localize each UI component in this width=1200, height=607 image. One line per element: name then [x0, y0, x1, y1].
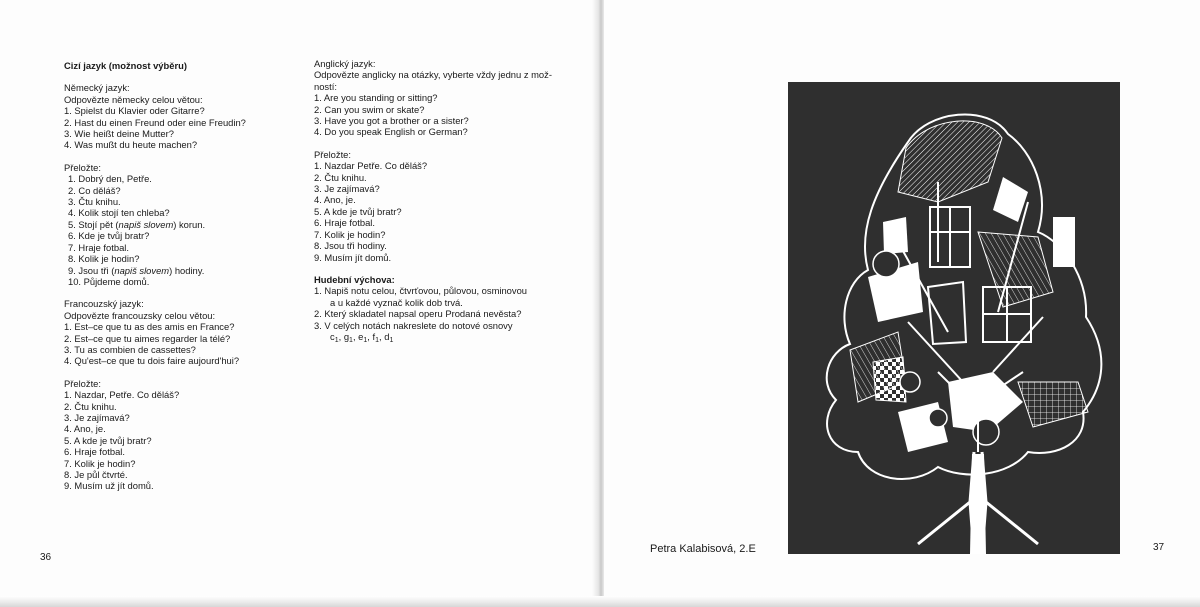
- french-question: 2. Est–ce que tu aimes regarder la télé?: [64, 332, 231, 344]
- english-translate-item: 3. Je zajímavá?: [314, 183, 380, 195]
- german-instruction: Odpovězte německy celou větou:: [64, 93, 203, 105]
- english-heading: Anglický jazyk:: [314, 58, 376, 69]
- music-notes: $c_1$, $g_1$, $e_1$, $f_1$, $d_1$: [330, 330, 394, 344]
- german-translate-item: 10. Půjdeme domů.: [68, 275, 150, 287]
- page-number-right: 37: [1153, 542, 1165, 553]
- music-note-e: $e_1$: [358, 330, 368, 344]
- german-question-list: [64, 105, 294, 151]
- english-question: 3. Have you got a brother or a sister?: [314, 115, 469, 127]
- english-translate-list: [314, 160, 564, 263]
- french-question: 3. Tu as combien de cassettes?: [64, 343, 196, 355]
- german-question: 3. Wie heißt deine Mutter?: [64, 128, 174, 140]
- french-translate-list: [64, 389, 294, 492]
- german-translate-item: 9. Jsou tři (napiš slovem) hodiny.: [68, 264, 205, 276]
- french-translate-item: 6. Hraje fotbal.: [64, 446, 125, 458]
- english-instruction-2: ností:: [314, 80, 337, 92]
- french-translate-item: 5. A kde je tvůj bratr?: [64, 434, 152, 446]
- left-page: [0, 0, 598, 607]
- german-heading: Německý jazyk:: [64, 82, 130, 94]
- french-question: 4. Qu'est–ce que tu dois faire aujourd'hui?: [64, 355, 240, 367]
- german-translate-item: 3. Čtu knihu.: [68, 196, 121, 208]
- french-instruction: Odpovězte francouzsky celou větou:: [64, 309, 216, 321]
- german-translate-item: 6. Kde je tvůj bratr?: [68, 230, 150, 242]
- french-question-list: [64, 321, 294, 367]
- student-artwork-tree-illustration: [788, 82, 1120, 554]
- english-question: 4. Do you speak English or German?: [314, 126, 468, 138]
- german-translate-item: 7. Hraje fotbal.: [68, 241, 129, 253]
- french-translate-item: 8. Je půl čtvrté.: [64, 469, 128, 480]
- music-item-1-line-1: 1. Napiš notu celou, čtvrťovou, půlovou, osminovou: [314, 285, 528, 297]
- music-heading: Hudební výchova:: [314, 273, 395, 285]
- german-translate-item: 4. Kolik stojí ten chleba?: [68, 207, 170, 219]
- english-translate-item: 5. A kde je tvůj bratr?: [314, 205, 402, 217]
- music-item-1-line-2: a u každé vyznač kolik dob trvá.: [330, 296, 463, 308]
- french-translate-item: 1. Nazdar, Petře. Co děláš?: [64, 389, 180, 401]
- tree-drawing: [788, 82, 1120, 554]
- english-translate-heading: Přeložte:: [314, 148, 351, 160]
- english-translate-item: 2. Čtu knihu.: [314, 171, 367, 183]
- left-column: [64, 60, 294, 492]
- page-bottom-edge: [0, 596, 1200, 607]
- french-translate-item: 2. Čtu knihu.: [64, 400, 117, 412]
- english-translate-item: 8. Jsou tři hodiny.: [314, 240, 387, 252]
- right-column: [314, 58, 564, 346]
- english-translate-item: 4. Ano, je.: [314, 194, 356, 206]
- french-question: 1. Est–ce que tu as des amis en France?: [64, 321, 235, 333]
- music-note-g: $g_1$: [343, 330, 353, 344]
- french-translate-item: 4. Ano, je.: [64, 423, 106, 435]
- music-note-c: $c_1$: [330, 330, 339, 344]
- french-translate-item: 9. Musím už jít domů.: [64, 480, 154, 492]
- english-question: 1. Are you standing or sitting?: [314, 92, 438, 104]
- music-note-f: $f_1$: [372, 330, 380, 344]
- english-translate-item: 1. Nazdar Petře. Co děláš?: [314, 160, 428, 172]
- section-title: Cizí jazyk (možnost výběru): [64, 60, 187, 71]
- english-question: 2. Can you swim or skate?: [314, 103, 425, 115]
- artwork-caption: Petra Kalabisová, 2.E: [650, 543, 756, 555]
- english-translate-item: 9. Musím jít domů.: [314, 251, 392, 263]
- english-translate-item: 7. Kolik je hodin?: [314, 228, 386, 240]
- english-question-list: [314, 92, 564, 138]
- german-translate-list: [64, 173, 294, 287]
- french-translate-item: 3. Je zajímavá?: [64, 411, 130, 423]
- music-note-d: $d_1$: [384, 330, 394, 344]
- german-translate-item: 2. Co děláš?: [68, 184, 121, 196]
- music-item-2: 2. Který skladatel napsal operu Prodaná nevěsta?: [314, 308, 522, 320]
- german-question: 1. Spielst du Klavier oder Gitarre?: [64, 105, 205, 117]
- german-translate-heading: Přeložte:: [64, 161, 101, 173]
- german-translate-item: 5. Stojí pět (napiš slovem) korun.: [68, 218, 206, 230]
- page-number-left: 36: [40, 552, 52, 563]
- french-heading: Francouzský jazyk:: [64, 298, 144, 310]
- english-instruction-1: Odpovězte anglicky na otázky, vyberte vždy jednu z mož-: [314, 69, 552, 81]
- english-translate-item: 6. Hraje fotbal.: [314, 217, 375, 229]
- german-translate-item: 1. Dobrý den, Petře.: [68, 173, 152, 185]
- french-translate-heading: Přeložte:: [64, 377, 101, 389]
- german-translate-item: 8. Kolik je hodin?: [68, 253, 140, 265]
- german-question: 4. Was mußt du heute machen?: [64, 139, 198, 151]
- french-translate-item: 7. Kolik je hodin?: [64, 457, 136, 469]
- music-item-3: 3. V celých notách nakreslete do notové osnovy: [314, 319, 513, 331]
- german-question: 2. Hast du einen Freund oder eine Freudin?: [64, 116, 246, 128]
